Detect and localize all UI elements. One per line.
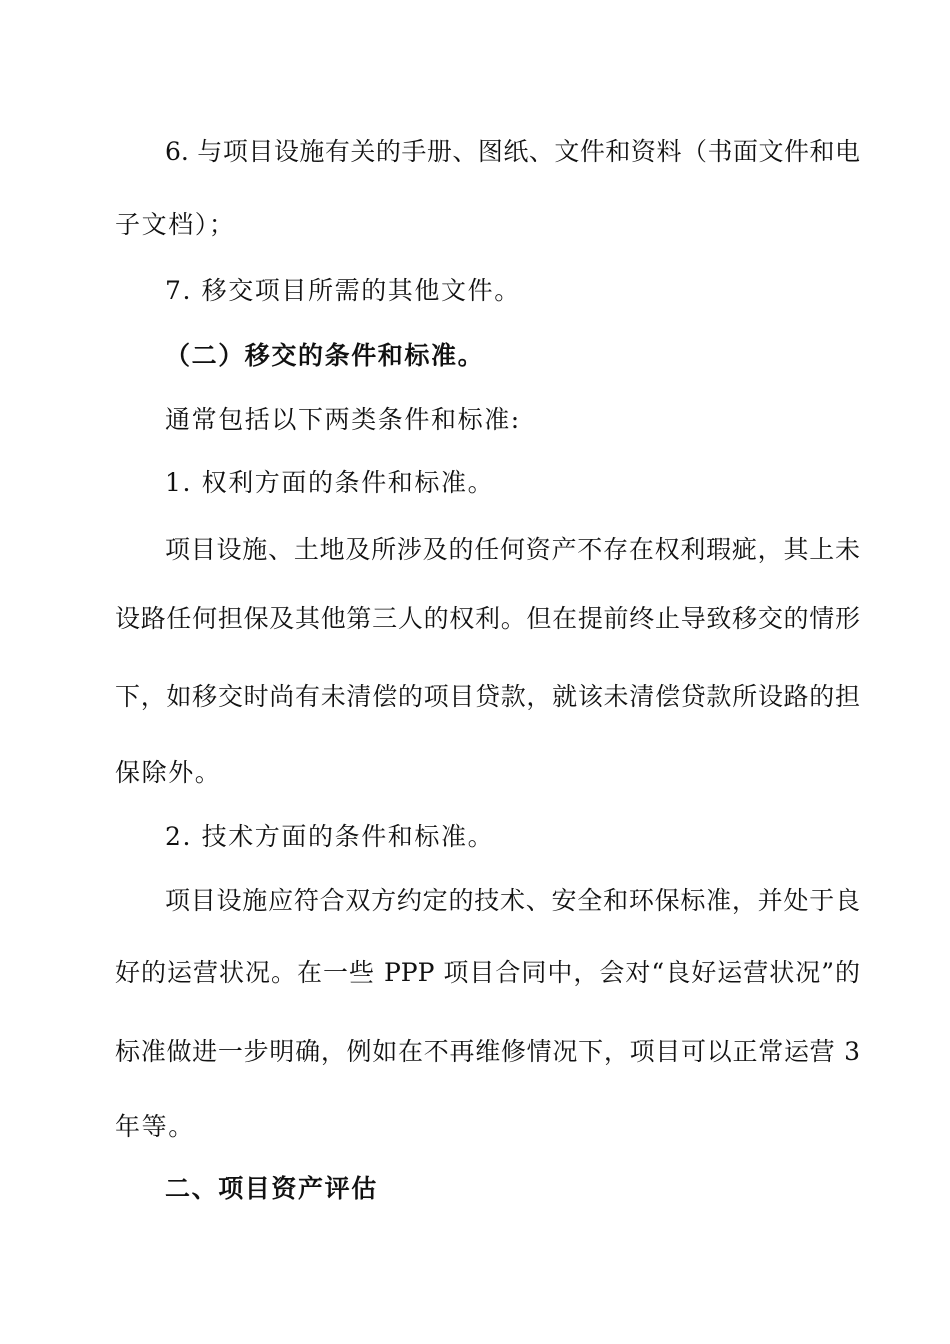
paragraph-technical-line-3: 标准做进一步明确，例如在不再维修情况下，项目可以正常运营 3 — [115, 1037, 860, 1066]
list-item-technical: 2. 技术方面的条件和标准。 — [165, 822, 495, 851]
paragraph-rights-line-3: 下，如移交时尚有未清偿的项目贷款，就该未清偿贷款所设路的担 — [115, 682, 860, 711]
list-item-6-continuation: 子文档）； — [115, 210, 236, 239]
paragraph-technical-line-4: 年等。 — [115, 1112, 195, 1141]
list-item-6: 6. 与项目设施有关的手册、图纸、文件和资料（书面文件和电 — [165, 137, 860, 166]
section-heading-conditions: （二）移交的条件和标准。 — [165, 341, 485, 370]
section-heading-asset-evaluation: 二、项目资产评估 — [165, 1174, 378, 1203]
paragraph-rights-line-2: 设路任何担保及其他第三人的权利。但在提前终止导致移交的情形 — [115, 604, 860, 633]
paragraph-technical-line-2: 好的运营状况。在一些 PPP 项目合同中，会对“良好运营状况”的 — [115, 958, 860, 987]
paragraph-rights-line-1: 项目设施、土地及所涉及的任何资产不存在权利瑕疵，其上未 — [165, 535, 860, 564]
paragraph-intro: 通常包括以下两类条件和标准: — [165, 405, 521, 434]
paragraph-technical-line-1: 项目设施应符合双方约定的技术、安全和环保标准，并处于良 — [165, 886, 860, 915]
list-item-rights: 1. 权利方面的条件和标准。 — [165, 468, 495, 497]
list-item-7: 7. 移交项目所需的其他文件。 — [165, 276, 521, 305]
paragraph-rights-line-4: 保除外。 — [115, 758, 222, 787]
